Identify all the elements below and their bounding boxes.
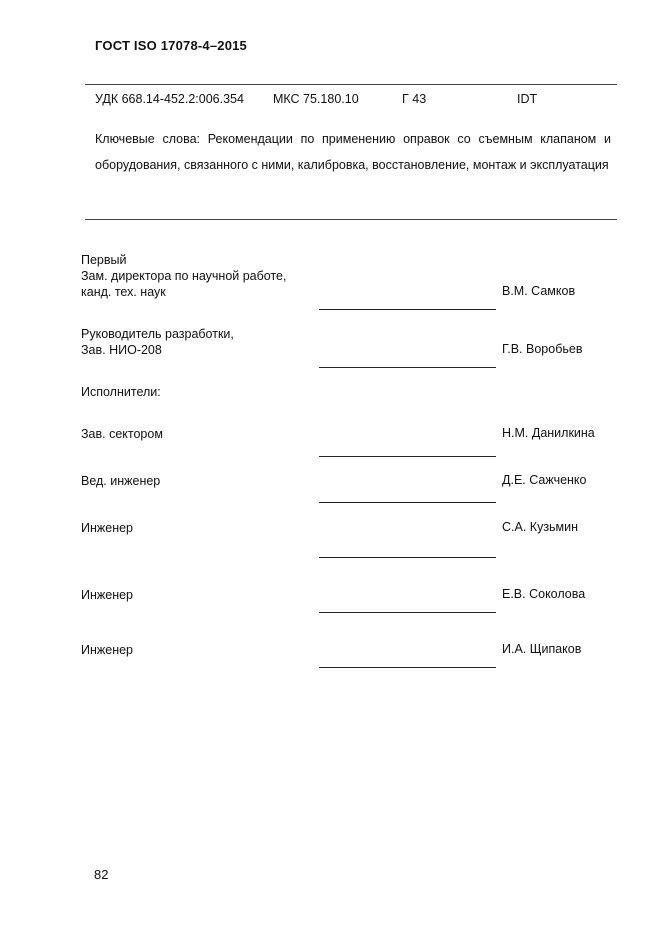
signatory-role-line: Зав. НИО-208 xyxy=(81,343,162,357)
performer-role: Зав. сектором xyxy=(81,427,163,441)
signature-line xyxy=(319,367,496,368)
signature-line xyxy=(319,667,496,668)
signatory-name: Г.В. Воробьев xyxy=(502,342,583,356)
performer-role: Инженер xyxy=(81,643,134,657)
signature-line xyxy=(319,456,496,457)
performer-name: Д.Е. Сажченко xyxy=(502,473,587,487)
keywords-paragraph: Ключевые слова: Рекомендации по применению оправок со съемным клапаном и оборудования, связанного с ними, калибровка, восстановление, монтаж и эксплуатация xyxy=(95,132,611,172)
bottom-divider xyxy=(85,219,617,220)
signature-line xyxy=(319,557,496,558)
mks-code: МКС 75.180.10 xyxy=(273,92,359,106)
performer-name: Е.В. Соколова xyxy=(502,587,586,601)
signature-line xyxy=(319,309,496,310)
signature-line xyxy=(319,612,496,613)
degree-code: IDT xyxy=(517,92,538,106)
signatory-role-line: Зам. директора по научной работе, xyxy=(81,269,287,283)
performer-role: Инженер xyxy=(81,588,134,602)
group-code: Г 43 xyxy=(402,92,427,106)
signatory-role-line: Первый xyxy=(81,253,127,267)
performer-name: Н.М. Данилкина xyxy=(502,426,595,440)
udc-code: УДК 668.14-452.2:006.354 xyxy=(95,92,244,106)
performer-role: Инженер xyxy=(81,521,134,535)
signatory-role-line: канд. тех. наук xyxy=(81,285,166,299)
performer-role: Вед. инженер xyxy=(81,474,161,488)
performers-label: Исполнители: xyxy=(81,385,161,399)
signature-line xyxy=(319,502,496,503)
top-divider xyxy=(85,84,617,85)
document-code: ГОСТ ISO 17078-4–2015 xyxy=(95,38,247,53)
signatory-role-line: Руководитель разработки, xyxy=(81,327,234,341)
page-number: 82 xyxy=(94,867,109,882)
performer-name: И.А. Щипаков xyxy=(502,642,582,656)
performer-name: С.А. Кузьмин xyxy=(502,520,579,534)
signatory-name: В.М. Самков xyxy=(502,284,576,298)
